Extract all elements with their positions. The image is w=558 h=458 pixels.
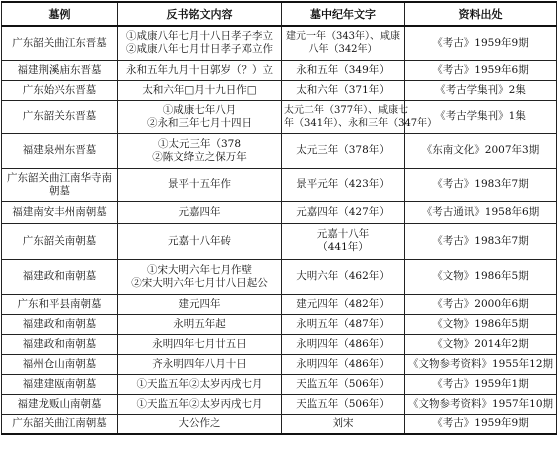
- table-row: [2, 60, 557, 80]
- cell-inscription-line: 齐永明四年八月十日: [152, 357, 247, 370]
- cell-inscription: [118, 100, 282, 133]
- cell-inscription-line: ②宋大明六年七月廿八日起公: [131, 276, 268, 289]
- cell-era: [282, 223, 405, 259]
- cell-tomb-line: 福建政和南朝墓: [22, 270, 97, 282]
- cell-era: [282, 259, 405, 294]
- cell-inscription-line: 建元四年: [178, 297, 221, 310]
- cell-source-line: 《文物参考资料》1955年12期: [407, 357, 554, 370]
- cell-inscription-line: ①天监五年②太岁丙戌七月: [136, 377, 263, 390]
- cell-tomb-line: 广东始兴东晋墓: [22, 83, 97, 96]
- cell-source-line: 《考古》1959年9期: [432, 417, 529, 430]
- cell-inscription: [118, 374, 282, 394]
- cell-era: [282, 354, 405, 374]
- table-row: [2, 394, 557, 414]
- cell-tomb-line: 福建龙贩山南朝墓: [17, 397, 102, 410]
- cell-inscription-line: ①宋大明六年七月作壁: [147, 263, 252, 276]
- table-row: [2, 26, 557, 60]
- cell-tomb-line: 广东韶关曲江东晋墓: [12, 36, 107, 49]
- cell-source: [405, 259, 557, 294]
- cell-source: [405, 168, 557, 201]
- cell-source: [405, 414, 557, 434]
- cell-source-line: 《考古学集刊》1集: [435, 110, 526, 122]
- cell-era: [282, 133, 405, 168]
- cell-tomb: [2, 223, 118, 259]
- cell-era: [282, 394, 405, 414]
- cell-source: [405, 201, 557, 223]
- cell-tomb: [2, 294, 118, 314]
- cell-era-line: （441年）: [317, 241, 369, 253]
- cell-era: [282, 294, 405, 314]
- cell-tomb: [2, 100, 118, 133]
- cell-tomb: [2, 26, 118, 60]
- cell-era-line: 建元一年（343年）、咸康: [285, 31, 401, 43]
- table-row: [2, 100, 557, 133]
- cell-inscription-line: ②永和三年七月十四日: [147, 116, 252, 129]
- cell-source: [405, 314, 557, 334]
- cell-tomb: [2, 414, 118, 434]
- cell-source-line: 《考古学集刊》2集: [435, 83, 526, 96]
- header-inscription: 反书铭文内容: [118, 2, 282, 26]
- cell-inscription-line: 元嘉四年: [178, 205, 221, 218]
- cell-tomb-line: 朝墓: [49, 184, 70, 197]
- cell-source: [405, 26, 557, 60]
- cell-inscription-line: ②陈文绛立之保万年: [152, 150, 247, 163]
- cell-inscription: [118, 80, 282, 100]
- cell-era-line: 建元四年（482年）: [296, 297, 390, 310]
- cell-era-line: 元嘉四年（427年）: [296, 205, 390, 218]
- cell-source-line: 《文物》1986年5期: [432, 317, 529, 330]
- header-era: 墓中纪年文字: [282, 2, 405, 26]
- cell-inscription-line: ①太元三年（378: [157, 137, 242, 150]
- cell-tomb: [2, 314, 118, 334]
- cell-era: [282, 168, 405, 201]
- cell-source: [405, 223, 557, 259]
- cell-tomb-line: 福建政和南朝墓: [22, 317, 97, 330]
- cell-source-line: 《考古通讯》1958年6期: [421, 205, 540, 218]
- header-row: [2, 2, 557, 26]
- cell-inscription: [118, 259, 282, 294]
- cell-era: [282, 60, 405, 80]
- table-container: [1, 1, 557, 435]
- cell-inscription-line: 永和五年九月十日郭岁（？）立: [126, 63, 273, 76]
- cell-era-line: 年（341年）、永和三年（347年）: [284, 117, 438, 129]
- cell-source: [405, 60, 557, 80]
- cell-source-line: 《东南文化》2007年3期: [421, 144, 540, 156]
- table-row: [2, 334, 557, 354]
- cell-era: [282, 314, 405, 334]
- table-row: [2, 201, 557, 223]
- cell-era-line: 刘宋: [332, 417, 354, 430]
- table-row: [2, 223, 557, 259]
- cell-era-line: 景平元年（423年）: [296, 178, 390, 190]
- cell-era-line: 太元二年（377年）、咸康七: [284, 104, 409, 116]
- cell-tomb-line: 福建泉州东晋墓: [22, 144, 97, 156]
- cell-tomb-line: 广东和平县南朝墓: [17, 297, 102, 310]
- cell-era-line: 元嘉十八年: [316, 228, 370, 240]
- cell-inscription: [118, 394, 282, 414]
- cell-tomb: [2, 374, 118, 394]
- cell-inscription: [118, 60, 282, 80]
- cell-era-line: 永和五年（349年）: [296, 63, 390, 76]
- table-row: [2, 259, 557, 294]
- cell-source-line: 《考古》2000年6期: [432, 297, 529, 310]
- cell-era: [282, 414, 405, 434]
- cell-inscription: [118, 168, 282, 201]
- cell-source-line: 《考古》1959年1期: [432, 377, 529, 390]
- table-row: [2, 133, 557, 168]
- cell-tomb-line: 福建建瓯南朝墓: [22, 377, 97, 390]
- header-source: 资料出处: [405, 2, 557, 26]
- cell-era: [282, 100, 438, 133]
- cell-tomb-line: 福建南安丰州南朝墓: [12, 205, 107, 218]
- cell-tomb: [2, 334, 118, 354]
- cell-tomb-line: 福建政和南朝墓: [22, 337, 97, 350]
- table-row: [2, 168, 557, 201]
- cell-tomb-line: 广东韶关南朝墓: [22, 234, 97, 247]
- cell-inscription-line: ①咸康八年七月十八日孝子李立: [126, 30, 273, 43]
- cell-source: [405, 80, 557, 100]
- table-row: [2, 80, 557, 100]
- table-row: [2, 314, 557, 334]
- cell-inscription-line: ①天监五年②太岁丙戌七月: [136, 397, 263, 410]
- inscription-table: [1, 1, 557, 435]
- cell-inscription-line: 景平十五年作: [168, 178, 231, 190]
- cell-source: [405, 394, 557, 414]
- cell-source-line: 《文物参考资料》1957年10期: [407, 397, 554, 410]
- cell-era: [282, 201, 405, 223]
- cell-source: [405, 354, 557, 374]
- cell-tomb-line: 广东韶关曲江南朝墓: [12, 417, 107, 430]
- cell-source: [405, 133, 557, 168]
- cell-source: [405, 374, 557, 394]
- cell-era-line: 永明五年（487年）: [296, 317, 390, 330]
- cell-inscription-line: 元嘉十八年砖: [168, 234, 231, 247]
- cell-era-line: 太和六年（371年）: [296, 83, 390, 96]
- cell-inscription: [118, 414, 282, 434]
- cell-source: [405, 294, 557, 314]
- cell-source-line: 《考古》1983年7期: [432, 234, 529, 247]
- cell-tomb-line: 福州仓山南朝墓: [22, 357, 97, 370]
- cell-inscription-line: ①咸康七年八月: [162, 103, 237, 116]
- cell-tomb: [2, 133, 118, 168]
- cell-tomb: [2, 168, 118, 201]
- cell-era-line: 天监五年（506年）: [296, 377, 390, 390]
- cell-inscription: [118, 26, 282, 60]
- cell-source-line: 《考古》1959年9期: [432, 36, 529, 49]
- cell-tomb: [2, 80, 118, 100]
- cell-tomb-line: 福建荆溪庙东晋墓: [17, 63, 102, 76]
- header-tomb: 墓例: [2, 2, 118, 26]
- table-row: [2, 414, 557, 434]
- cell-inscription: [118, 223, 282, 259]
- cell-inscription-line: 永明四年七月廿五日: [152, 337, 247, 350]
- cell-era: [282, 374, 405, 394]
- cell-inscription: [118, 354, 282, 374]
- cell-inscription-line: 太和六年□月十九日作□: [142, 83, 257, 96]
- cell-era-line: 太元三年（378年）: [296, 144, 390, 156]
- cell-era-line: 天监五年（506年）: [296, 397, 390, 410]
- cell-inscription: [118, 314, 282, 334]
- cell-tomb: [2, 60, 118, 80]
- cell-era-line: 永明四年（486年）: [296, 337, 390, 350]
- cell-era: [282, 334, 405, 354]
- cell-era: [282, 80, 405, 100]
- cell-source-line: 《考古》1983年7期: [432, 178, 529, 190]
- cell-tomb: [2, 201, 118, 223]
- cell-inscription: [118, 201, 282, 223]
- cell-era-line: 八年（342年）: [308, 44, 378, 56]
- cell-inscription-line: ②咸康八年七月廿日孝子邓立作: [126, 43, 273, 56]
- table-row: [2, 294, 557, 314]
- cell-source-line: 《文物》2014年2期: [432, 337, 529, 350]
- table-row: [2, 354, 557, 374]
- cell-inscription-line: 永明五年起: [173, 317, 226, 330]
- cell-source: [405, 334, 557, 354]
- cell-source-line: 《考古》1959年6期: [432, 63, 529, 76]
- cell-tomb-line: 广东韶关东晋墓: [22, 110, 97, 122]
- cell-tomb-line: 广东韶关曲江南华寺南: [7, 171, 112, 184]
- table-body: [2, 26, 557, 434]
- cell-source-line: 《文物》1986年5期: [432, 270, 529, 282]
- cell-inscription: [118, 334, 282, 354]
- cell-inscription-line: 大公作之: [178, 417, 221, 430]
- cell-inscription: [118, 294, 282, 314]
- cell-tomb: [2, 259, 118, 294]
- cell-era: [282, 26, 405, 60]
- cell-inscription: [118, 133, 282, 168]
- table-row: [2, 374, 557, 394]
- cell-tomb: [2, 354, 118, 374]
- cell-tomb: [2, 394, 118, 414]
- cell-era-line: 永明四年（486年）: [296, 357, 390, 370]
- cell-era-line: 大明六年（462年）: [296, 270, 390, 282]
